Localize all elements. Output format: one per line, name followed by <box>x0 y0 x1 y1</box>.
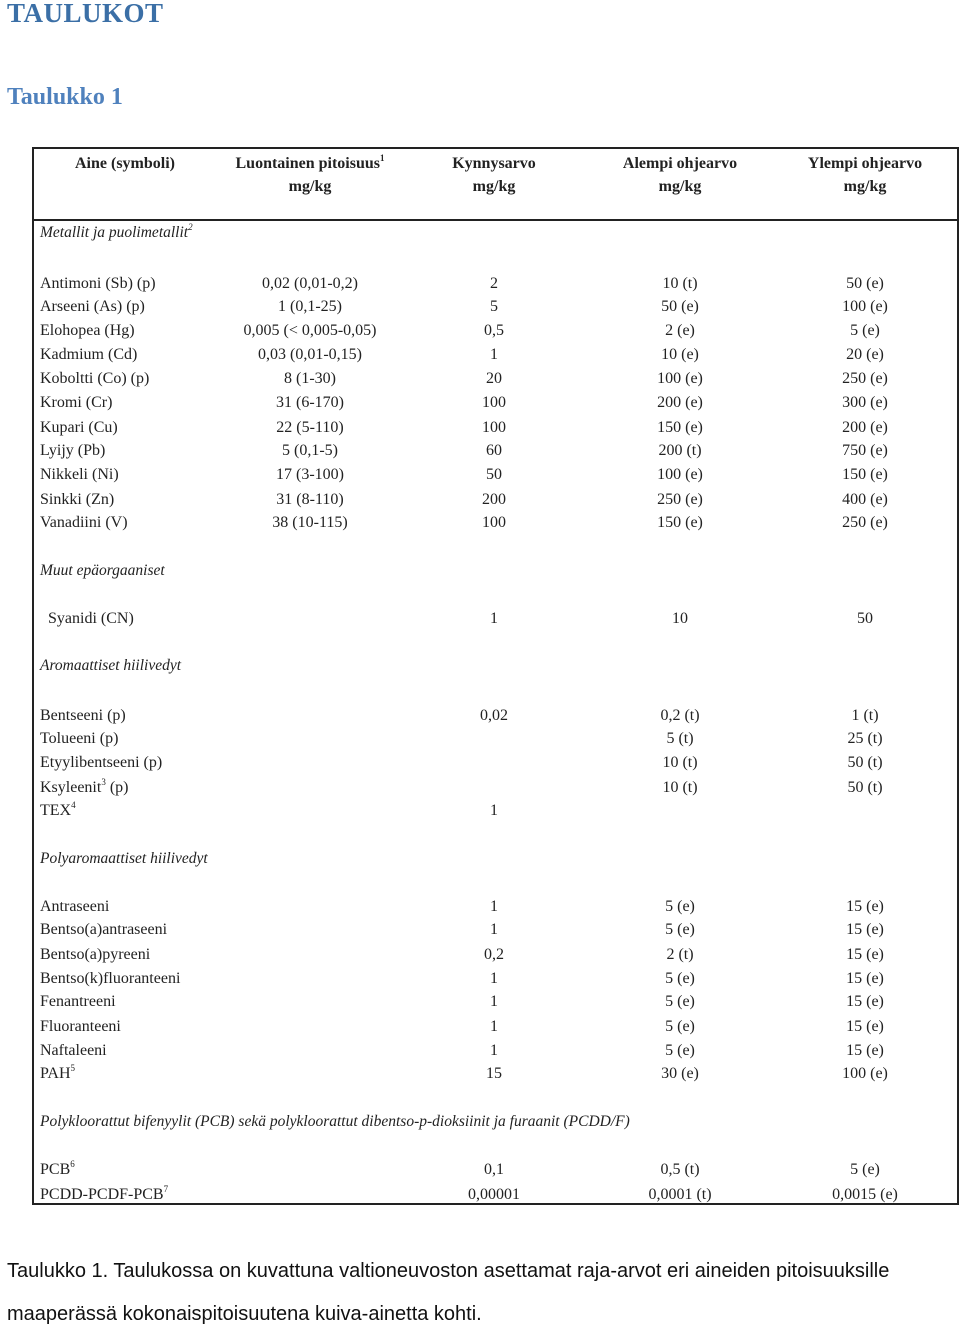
row-upper: 150 (e) <box>842 466 888 483</box>
row-upper: 5 (e) <box>850 322 880 339</box>
row-upper: 15 (e) <box>846 970 884 987</box>
row-lower: 10 (t) <box>662 779 698 796</box>
row-natural: 0,005 (< 0,005-0,05) <box>243 322 377 339</box>
row-natural: 0,03 (0,01-0,15) <box>258 346 362 363</box>
row-lower: 5 (e) <box>665 970 695 987</box>
row-lower: 250 (e) <box>657 491 703 508</box>
footnote-6: 6 <box>70 1159 75 1169</box>
header-divider <box>32 219 959 221</box>
row-name-text: PAH <box>40 1065 71 1082</box>
row-name <box>40 490 114 510</box>
footnote-5: 5 <box>70 1063 76 1073</box>
table-heading: Taulukko 1 <box>7 84 123 110</box>
row-name-text: TEX <box>40 802 72 819</box>
header-natural-unit: mg/kg <box>288 178 332 195</box>
row-upper: 250 (e) <box>842 514 888 531</box>
header-substance-label: Aine (symboli) <box>75 155 175 172</box>
row-name <box>40 297 145 317</box>
row-name-text: Bentso(a)antraseeni <box>40 921 168 938</box>
row-upper: 250 (e) <box>842 370 888 387</box>
row-name-text: Kadmium (Cd) <box>40 346 138 363</box>
header-natural-label <box>235 152 384 175</box>
row-lower: 5 (e) <box>665 993 695 1010</box>
row-upper: 100 (e) <box>842 298 888 315</box>
row-natural: 5 (0,1-5) <box>282 442 338 459</box>
section-pcb: Polykloorattut bifenyylit (PCB) sekä polykloorattut dibentso-p-dioksiinit ja furaanit (PCDD/F) <box>40 1113 630 1130</box>
row-lower: 100 (e) <box>657 466 703 483</box>
row-upper: 100 (e) <box>842 1065 888 1082</box>
table-caption: Taulukko 1. Taulukossa on kuvattuna valtioneuvoston asettamat raja-arvot eri aineiden pitoisuuksille maaperässä kokonaispitoisuutena kuiva-ainetta kohti. <box>7 1260 890 1325</box>
row-name <box>40 753 162 773</box>
row-name <box>40 393 112 413</box>
row-name <box>40 345 137 365</box>
row-threshold: 1 <box>490 802 498 819</box>
row-threshold: 100 <box>482 394 506 411</box>
row-name <box>40 1064 75 1084</box>
row-name <box>40 418 118 438</box>
row-name-text: Lyijy (Pb) <box>40 442 106 459</box>
row-lower: 5 (e) <box>665 1018 695 1035</box>
row-natural: 22 (5-110) <box>276 419 344 436</box>
footnote-3: 3 <box>101 777 106 787</box>
row-name-text: Sinkki (Zn) <box>40 491 115 508</box>
row-upper: 25 (t) <box>847 730 883 747</box>
row-threshold: 20 <box>486 370 502 387</box>
row-threshold: 100 <box>482 419 506 436</box>
row-name <box>40 1160 75 1180</box>
row-upper: 15 (e) <box>846 946 884 963</box>
row-name <box>40 1041 107 1061</box>
header-upper-guideline <box>808 152 922 198</box>
row-name <box>48 609 134 629</box>
row-upper: 15 (e) <box>846 1042 884 1059</box>
row-threshold: 0,1 <box>484 1161 504 1178</box>
row-name-text: Antimoni (Sb) (p) <box>40 275 156 292</box>
row-lower: 5 (t) <box>666 730 694 747</box>
row-lower: 10 (t) <box>662 275 698 292</box>
row-upper: 400 (e) <box>842 491 888 508</box>
row-name-text: Fenantreeni <box>40 993 116 1010</box>
row-natural: 17 (3-100) <box>276 466 344 483</box>
row-natural: 38 (10-115) <box>272 514 348 531</box>
row-name-text: Elohopea (Hg) <box>40 322 135 339</box>
row-lower: 5 (e) <box>665 898 695 915</box>
row-natural: 31 (8-110) <box>276 491 344 508</box>
row-name <box>40 992 116 1012</box>
row-threshold: 1 <box>490 610 498 627</box>
footnote-1: 1 <box>380 153 385 163</box>
row-name-text: PCB <box>40 1161 71 1178</box>
page-heading: TAULUKOT <box>7 0 164 28</box>
row-upper: 15 (e) <box>846 1018 884 1035</box>
row-upper: 50 (t) <box>847 779 883 796</box>
header-threshold-label: Kynnysarvo <box>452 155 536 172</box>
row-name-text: PCDD-PCDF-PCB <box>40 1186 164 1203</box>
row-lower: 0,0001 (t) <box>648 1186 712 1203</box>
row-name-text: Ksyleenit <box>40 779 102 796</box>
row-name-suffix: (p) <box>105 779 129 796</box>
row-threshold: 0,00001 <box>468 1186 520 1203</box>
row-lower: 10 (e) <box>661 346 699 363</box>
row-name-text: Arseeni (As) (p) <box>40 298 145 315</box>
header-threshold-unit: mg/kg <box>472 178 516 195</box>
row-lower: 10 <box>672 610 688 627</box>
footnote-4: 4 <box>71 800 76 810</box>
row-name-text: Vanadiini (V) <box>40 514 128 531</box>
row-name <box>40 1185 168 1205</box>
row-name <box>40 513 128 533</box>
section-other-inorganic: Muut epäorgaaniset <box>40 562 165 579</box>
row-lower: 200 (e) <box>657 394 703 411</box>
row-name <box>40 801 76 821</box>
row-threshold: 1 <box>490 346 498 363</box>
row-lower: 0,5 (t) <box>660 1161 700 1178</box>
row-lower: 10 (t) <box>662 754 698 771</box>
row-upper: 0,0015 (e) <box>832 1186 898 1203</box>
row-natural: 8 (1-30) <box>284 370 336 387</box>
row-threshold: 200 <box>482 491 506 508</box>
row-name <box>40 897 109 917</box>
row-lower: 150 (e) <box>657 514 703 531</box>
row-threshold: 2 <box>490 275 498 292</box>
row-threshold: 1 <box>490 898 498 915</box>
row-name-text: Koboltti (Co) (p) <box>40 370 150 387</box>
row-name-text: Bentso(a)pyreeni <box>40 946 151 963</box>
row-threshold: 1 <box>490 993 498 1010</box>
row-lower: 5 (e) <box>665 1042 695 1059</box>
row-threshold: 0,2 <box>484 946 504 963</box>
section-metals-title: Metallit ja puolimetallit <box>40 224 189 241</box>
row-upper: 50 (t) <box>847 754 883 771</box>
row-upper: 15 (e) <box>846 898 884 915</box>
row-upper: 5 (e) <box>850 1161 880 1178</box>
row-lower: 2 (t) <box>666 946 694 963</box>
row-lower: 30 (e) <box>661 1065 699 1082</box>
row-upper: 20 (e) <box>846 346 884 363</box>
footnote-2: 2 <box>188 222 193 232</box>
row-name-text: Naftaleeni <box>40 1042 107 1059</box>
header-lower-label: Alempi ohjearvo <box>622 155 738 172</box>
row-upper: 15 (e) <box>846 921 884 938</box>
footnote-7: 7 <box>163 1184 169 1194</box>
row-name-text: Etyylibentseeni (p) <box>40 754 163 771</box>
row-name <box>40 706 126 726</box>
row-natural: 31 (6-170) <box>276 394 344 411</box>
section-polyaromatic: Polyaromaattiset hiilivedyt <box>40 850 208 867</box>
row-name <box>40 369 149 389</box>
header-upper-label: Ylempi ohjearvo <box>807 155 923 172</box>
row-threshold: 5 <box>490 298 498 315</box>
row-name <box>40 945 150 965</box>
row-upper: 50 <box>857 610 873 627</box>
row-name <box>40 465 119 485</box>
row-name-text: Bentso(k)fluoranteeni <box>40 970 181 987</box>
row-lower: 150 (e) <box>657 419 703 436</box>
row-name-text: Tolueeni (p) <box>40 730 119 747</box>
row-name-text: Kupari (Cu) <box>40 419 118 436</box>
row-threshold: 1 <box>490 970 498 987</box>
row-name-text: Syanidi (CN) <box>48 610 134 627</box>
row-threshold: 100 <box>482 514 506 531</box>
row-name-text: Nikkeli (Ni) <box>40 466 119 483</box>
row-name-text: Kromi (Cr) <box>40 394 113 411</box>
row-upper: 200 (e) <box>842 419 888 436</box>
row-upper: 300 (e) <box>842 394 888 411</box>
row-name <box>40 274 156 294</box>
row-threshold: 1 <box>490 1042 498 1059</box>
row-name <box>40 778 128 798</box>
header-upper-unit: mg/kg <box>843 178 887 195</box>
row-lower: 5 (e) <box>665 921 695 938</box>
row-lower: 100 (e) <box>657 370 703 387</box>
row-lower: 50 (e) <box>661 298 699 315</box>
section-metals <box>40 224 193 242</box>
row-upper: 1 (t) <box>851 707 879 724</box>
section-aromatic: Aromaattiset hiilivedyt <box>40 657 182 674</box>
row-name <box>40 441 105 461</box>
header-substance <box>75 152 175 175</box>
row-name <box>40 969 180 989</box>
row-name <box>40 920 167 940</box>
row-threshold: 0,02 <box>480 707 508 724</box>
header-threshold <box>452 152 536 198</box>
row-threshold: 0,5 <box>484 322 504 339</box>
row-threshold: 1 <box>490 1018 498 1035</box>
row-upper: 15 (e) <box>846 993 884 1010</box>
row-upper: 50 (e) <box>846 275 884 292</box>
row-name <box>40 729 118 749</box>
row-name <box>40 321 135 341</box>
row-natural: 0,02 (0,01-0,2) <box>262 275 358 292</box>
row-name-text: Bentseeni (p) <box>40 707 126 724</box>
row-threshold: 15 <box>486 1065 502 1082</box>
header-lower-guideline <box>623 152 737 198</box>
header-natural <box>235 152 384 198</box>
row-lower: 200 (t) <box>658 442 702 459</box>
row-threshold: 50 <box>486 466 502 483</box>
row-name-text: Antraseeni <box>40 898 110 915</box>
header-lower-unit: mg/kg <box>658 178 702 195</box>
row-lower: 2 (e) <box>665 322 695 339</box>
row-name <box>40 1017 121 1037</box>
row-lower: 0,2 (t) <box>660 707 700 724</box>
row-threshold: 60 <box>486 442 502 459</box>
row-name-text: Fluoranteeni <box>40 1018 121 1035</box>
row-upper: 750 (e) <box>842 442 888 459</box>
header-natural-text: Luontainen pitoisuus <box>235 155 381 172</box>
row-natural: 1 (0,1-25) <box>278 298 342 315</box>
row-threshold: 1 <box>490 921 498 938</box>
